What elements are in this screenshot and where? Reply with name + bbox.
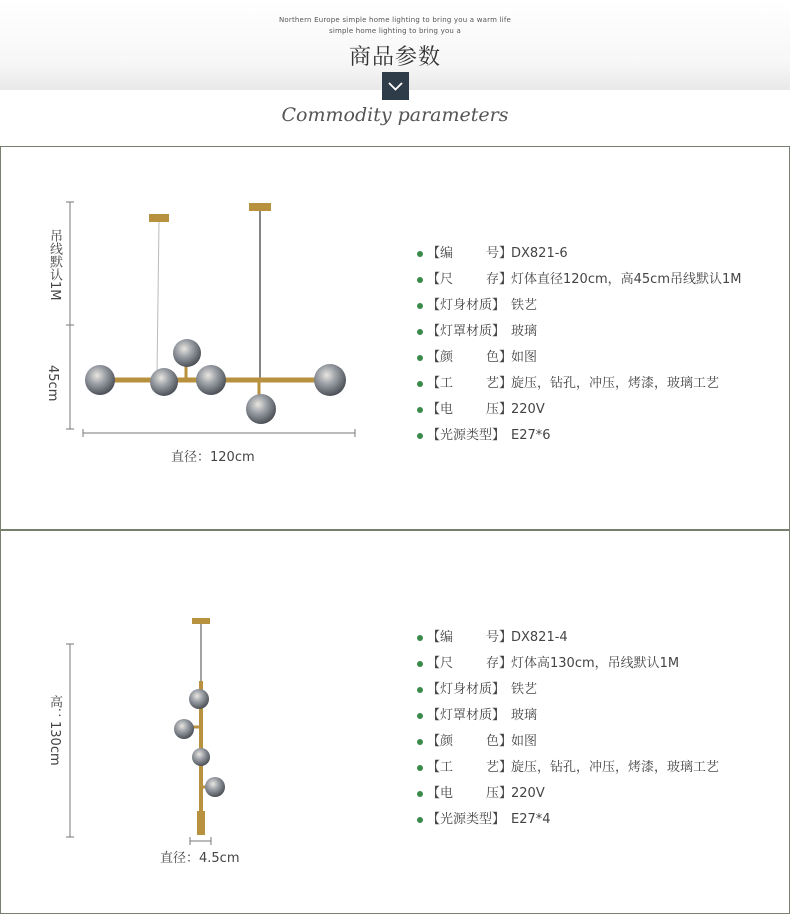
commodity-parameters-subtitle: Commodity parameters [281,104,509,126]
spec-row [417,371,741,397]
spec-label: 【灯身材质】 [427,682,506,697]
spec-label: 【尺 存】 [427,272,513,287]
bullet-icon [417,329,423,335]
bullet-icon [417,277,423,283]
spec-row [417,755,719,781]
page-title: 商品参数 [348,45,441,70]
spec-label: 【电 压】 [427,402,513,417]
spec-label: 【电 压】 [427,786,513,801]
spec-label: 【编 号】 [427,246,513,261]
spec-value: 玻璃 [511,708,538,723]
product-panel-1 [0,146,790,530]
spec-row [417,703,719,729]
spec-row [417,807,719,833]
spec-label: 【尺 存】 [427,656,513,671]
spec-row [417,345,741,371]
bullet-icon [417,251,423,257]
chevron-down-icon [382,72,409,100]
spec-row [417,423,741,449]
diameter-label: 直径：120cm [171,450,255,465]
spec-row [417,781,719,807]
bullet-icon [417,355,423,361]
spec-value: 铁艺 [511,298,538,313]
spec-label: 【编 号】 [427,630,513,645]
spec-label: 【灯身材质】 [427,298,506,313]
spec-row [417,651,719,677]
spec-value: E27*4 [511,812,551,827]
tagline-1: Northern Europe simple home lighting to bring you a warm life [278,16,511,24]
spec-label: 【颜 色】 [427,350,513,365]
tagline-2: simple home lighting to bring you a [329,27,461,35]
spec-value: 玻璃 [511,324,538,339]
spec-label: 【灯罩材质】 [427,708,506,723]
spec-label: 【工 艺】 [427,760,513,775]
height-label: 高：130cm [47,695,62,766]
bullet-icon [417,739,423,745]
spec-list [417,625,719,833]
spec-value: E27*6 [511,428,551,443]
spec-value: 旋压，钻孔，冲压，烤漆，玻璃工艺 [511,376,720,391]
spec-row [417,319,741,345]
bullet-icon [417,817,423,823]
bullet-icon [417,661,423,667]
spec-row [417,293,741,319]
spec-label: 【灯罩材质】 [427,324,506,339]
bullet-icon [417,713,423,719]
product-panel-2 [0,530,790,914]
bullet-icon [417,635,423,641]
diameter-label: 直径：4.5cm [160,851,240,866]
page-header [0,0,790,145]
spec-list [417,241,741,449]
bullet-icon [417,303,423,309]
spec-value: 如图 [511,734,538,749]
spec-value: 220V [511,402,545,417]
spec-value: DX821-6 [511,246,568,261]
bullet-icon [417,687,423,693]
spec-label: 【光源类型】 [427,812,506,827]
spec-value: 铁艺 [511,682,538,697]
bullet-icon [417,433,423,439]
spec-label: 【光源类型】 [427,428,506,443]
bullet-icon [417,791,423,797]
spec-value: 灯体高130cm，吊线默认1M [511,656,680,671]
height-label: 45cm [45,365,60,402]
spec-row [417,625,719,651]
spec-row [417,397,741,423]
spec-label: 【颜 色】 [427,734,513,749]
spec-value: 如图 [511,350,538,365]
cable-length-label: 吊线默认1M [47,229,62,301]
spec-value: 旋压，钻孔，冲压，烤漆，玻璃工艺 [511,760,720,775]
spec-row [417,241,741,267]
bullet-icon [417,381,423,387]
spec-value: 220V [511,786,545,801]
spec-label: 【工 艺】 [427,376,513,391]
spec-value: DX821-4 [511,630,568,645]
spec-row [417,677,719,703]
spec-row [417,267,741,293]
spec-value: 灯体直径120cm，高45cm吊线默认1M [511,272,742,287]
bullet-icon [417,765,423,771]
spec-row [417,729,719,755]
bullet-icon [417,407,423,413]
